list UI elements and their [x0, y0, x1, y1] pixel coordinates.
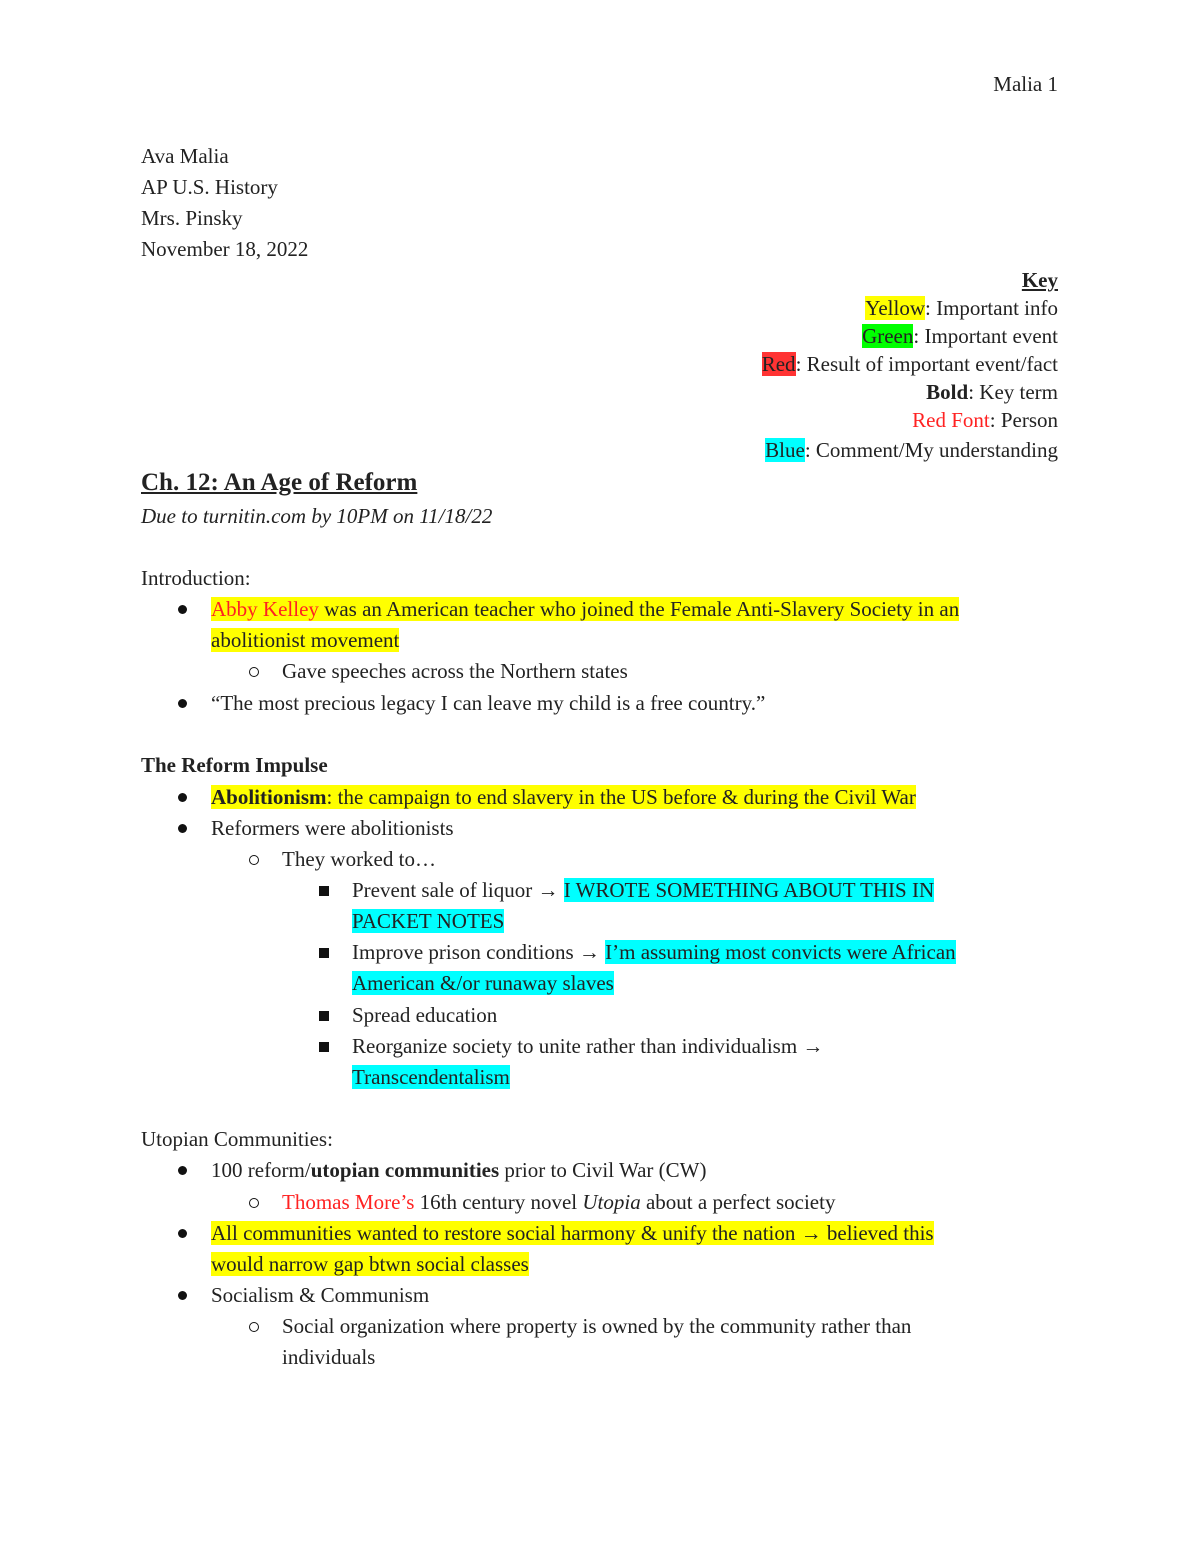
bullet-icon: [178, 699, 187, 708]
list-item-text: 16th century novel: [414, 1190, 583, 1214]
key-item-yellow: [865, 294, 1058, 322]
page-number-header: Malia 1: [993, 72, 1058, 96]
assignment-date: November 18, 2022: [141, 237, 309, 261]
list-item: Socialism & Communism: [211, 1283, 430, 1307]
list-item-reorganize: Reorganize society to unite rather than individualism →: [352, 1034, 824, 1058]
section-heading-utopian: Utopian Communities:: [141, 1127, 333, 1151]
bullet-icon: [178, 1229, 187, 1238]
square-bullet-icon: [319, 948, 329, 958]
list-item-prison: [352, 938, 956, 966]
key-item-green: [862, 322, 1058, 350]
sub-bullet-icon: [249, 1198, 259, 1208]
list-item-liquor: [352, 876, 934, 904]
comment-highlight: Transcendentalism: [352, 1065, 510, 1089]
list-item: [211, 1156, 706, 1184]
key-item-red-font: [912, 406, 1058, 434]
section-heading-reform-impulse: The Reform Impulse: [141, 753, 328, 777]
chapter-title: Ch. 12: An Age of Reform: [141, 469, 418, 496]
list-item-text: All communities wanted to restore social harmony & unify the nation → believed this: [211, 1221, 934, 1245]
sub-list-item: Social organization where property is owned by the community rather than: [282, 1314, 912, 1338]
key-term-utopian-communities: utopian communities: [310, 1158, 500, 1182]
key-title: Key: [1021, 268, 1058, 292]
person-thomas-more: Thomas More’s: [282, 1190, 415, 1214]
list-item: Reformers were abolitionists: [211, 816, 454, 840]
course-name: AP U.S. History: [141, 175, 278, 199]
key-desc: : Key term: [968, 380, 1058, 404]
list-item-text: prior to Civil War (CW): [499, 1158, 707, 1182]
list-item-continuation: [211, 626, 399, 654]
list-item-text: 100 reform/: [211, 1158, 311, 1182]
list-item-continuation: individuals: [282, 1345, 376, 1369]
red-font-swatch: Red Font: [912, 408, 990, 432]
bullet-icon: [178, 1166, 187, 1175]
list-item-education: Spread education: [352, 1003, 498, 1027]
red-swatch: Red: [761, 352, 796, 376]
list-item-text: Improve prison conditions →: [352, 940, 606, 964]
comment-highlight: American &/or runaway slaves: [352, 971, 614, 995]
bullet-icon: [178, 605, 187, 614]
blue-swatch: Blue: [765, 438, 805, 462]
sub-list-item: Gave speeches across the Northern states: [282, 659, 628, 683]
key-desc: : Important event: [913, 324, 1058, 348]
quote-item: “The most precious legacy I can leave my child is a free country.”: [211, 691, 766, 715]
list-item: [211, 1219, 934, 1247]
key-item-blue: [765, 436, 1058, 464]
comment-highlight: I WROTE SOMETHING ABOUT THIS IN: [563, 878, 935, 902]
sub-list-item: They worked to…: [282, 847, 436, 871]
key-desc: : Important info: [925, 296, 1058, 320]
bullet-icon: [178, 793, 187, 802]
list-item-continuation: [352, 907, 504, 935]
list-item-text: about a perfect society: [640, 1190, 836, 1214]
sub-list-item: [282, 1188, 835, 1216]
book-title: Utopia: [582, 1190, 641, 1214]
list-item-continuation: [211, 1250, 529, 1278]
key-desc: : Result of important event/fact: [795, 352, 1058, 376]
green-swatch: Green: [862, 324, 914, 348]
key-desc: : Comment/My understanding: [804, 438, 1058, 462]
square-bullet-icon: [319, 1042, 329, 1052]
key-term-abolitionism: Abolitionism: [211, 785, 327, 809]
square-bullet-icon: [319, 1011, 329, 1021]
key-desc: : Person: [989, 408, 1058, 432]
comment-highlight: I’m assuming most convicts were African: [605, 940, 956, 964]
list-item: [211, 595, 959, 623]
list-item-text: : the campaign to end slavery in the US before & during the Civil War: [326, 785, 916, 809]
bold-swatch: Bold: [926, 380, 969, 404]
list-item-text: was an American teacher who joined the Female Anti-Slavery Society in an: [318, 597, 960, 621]
list-item-continuation: [352, 969, 614, 997]
teacher-name: Mrs. Pinsky: [141, 206, 243, 230]
sub-bullet-icon: [249, 1322, 259, 1332]
comment-highlight: PACKET NOTES: [352, 909, 505, 933]
list-item-text: Prevent sale of liquor →: [352, 878, 564, 902]
person-abby-kelley: Abby Kelley: [211, 597, 319, 621]
list-item-continuation: [352, 1063, 510, 1091]
list-item: [211, 783, 916, 811]
bullet-icon: [178, 824, 187, 833]
section-heading-introduction: Introduction:: [141, 566, 251, 590]
square-bullet-icon: [319, 886, 329, 896]
key-item-bold: [926, 378, 1058, 406]
sub-bullet-icon: [249, 667, 259, 677]
student-name: Ava Malia: [141, 144, 229, 168]
sub-bullet-icon: [249, 855, 259, 865]
bullet-icon: [178, 1291, 187, 1300]
yellow-swatch: Yellow: [865, 296, 926, 320]
list-item-text: would narrow gap btwn social classes: [211, 1252, 529, 1276]
list-item-text: abolitionist movement: [211, 628, 400, 652]
due-date-note: Due to turnitin.com by 10PM on 11/18/22: [141, 504, 493, 528]
key-item-red: [762, 350, 1058, 378]
